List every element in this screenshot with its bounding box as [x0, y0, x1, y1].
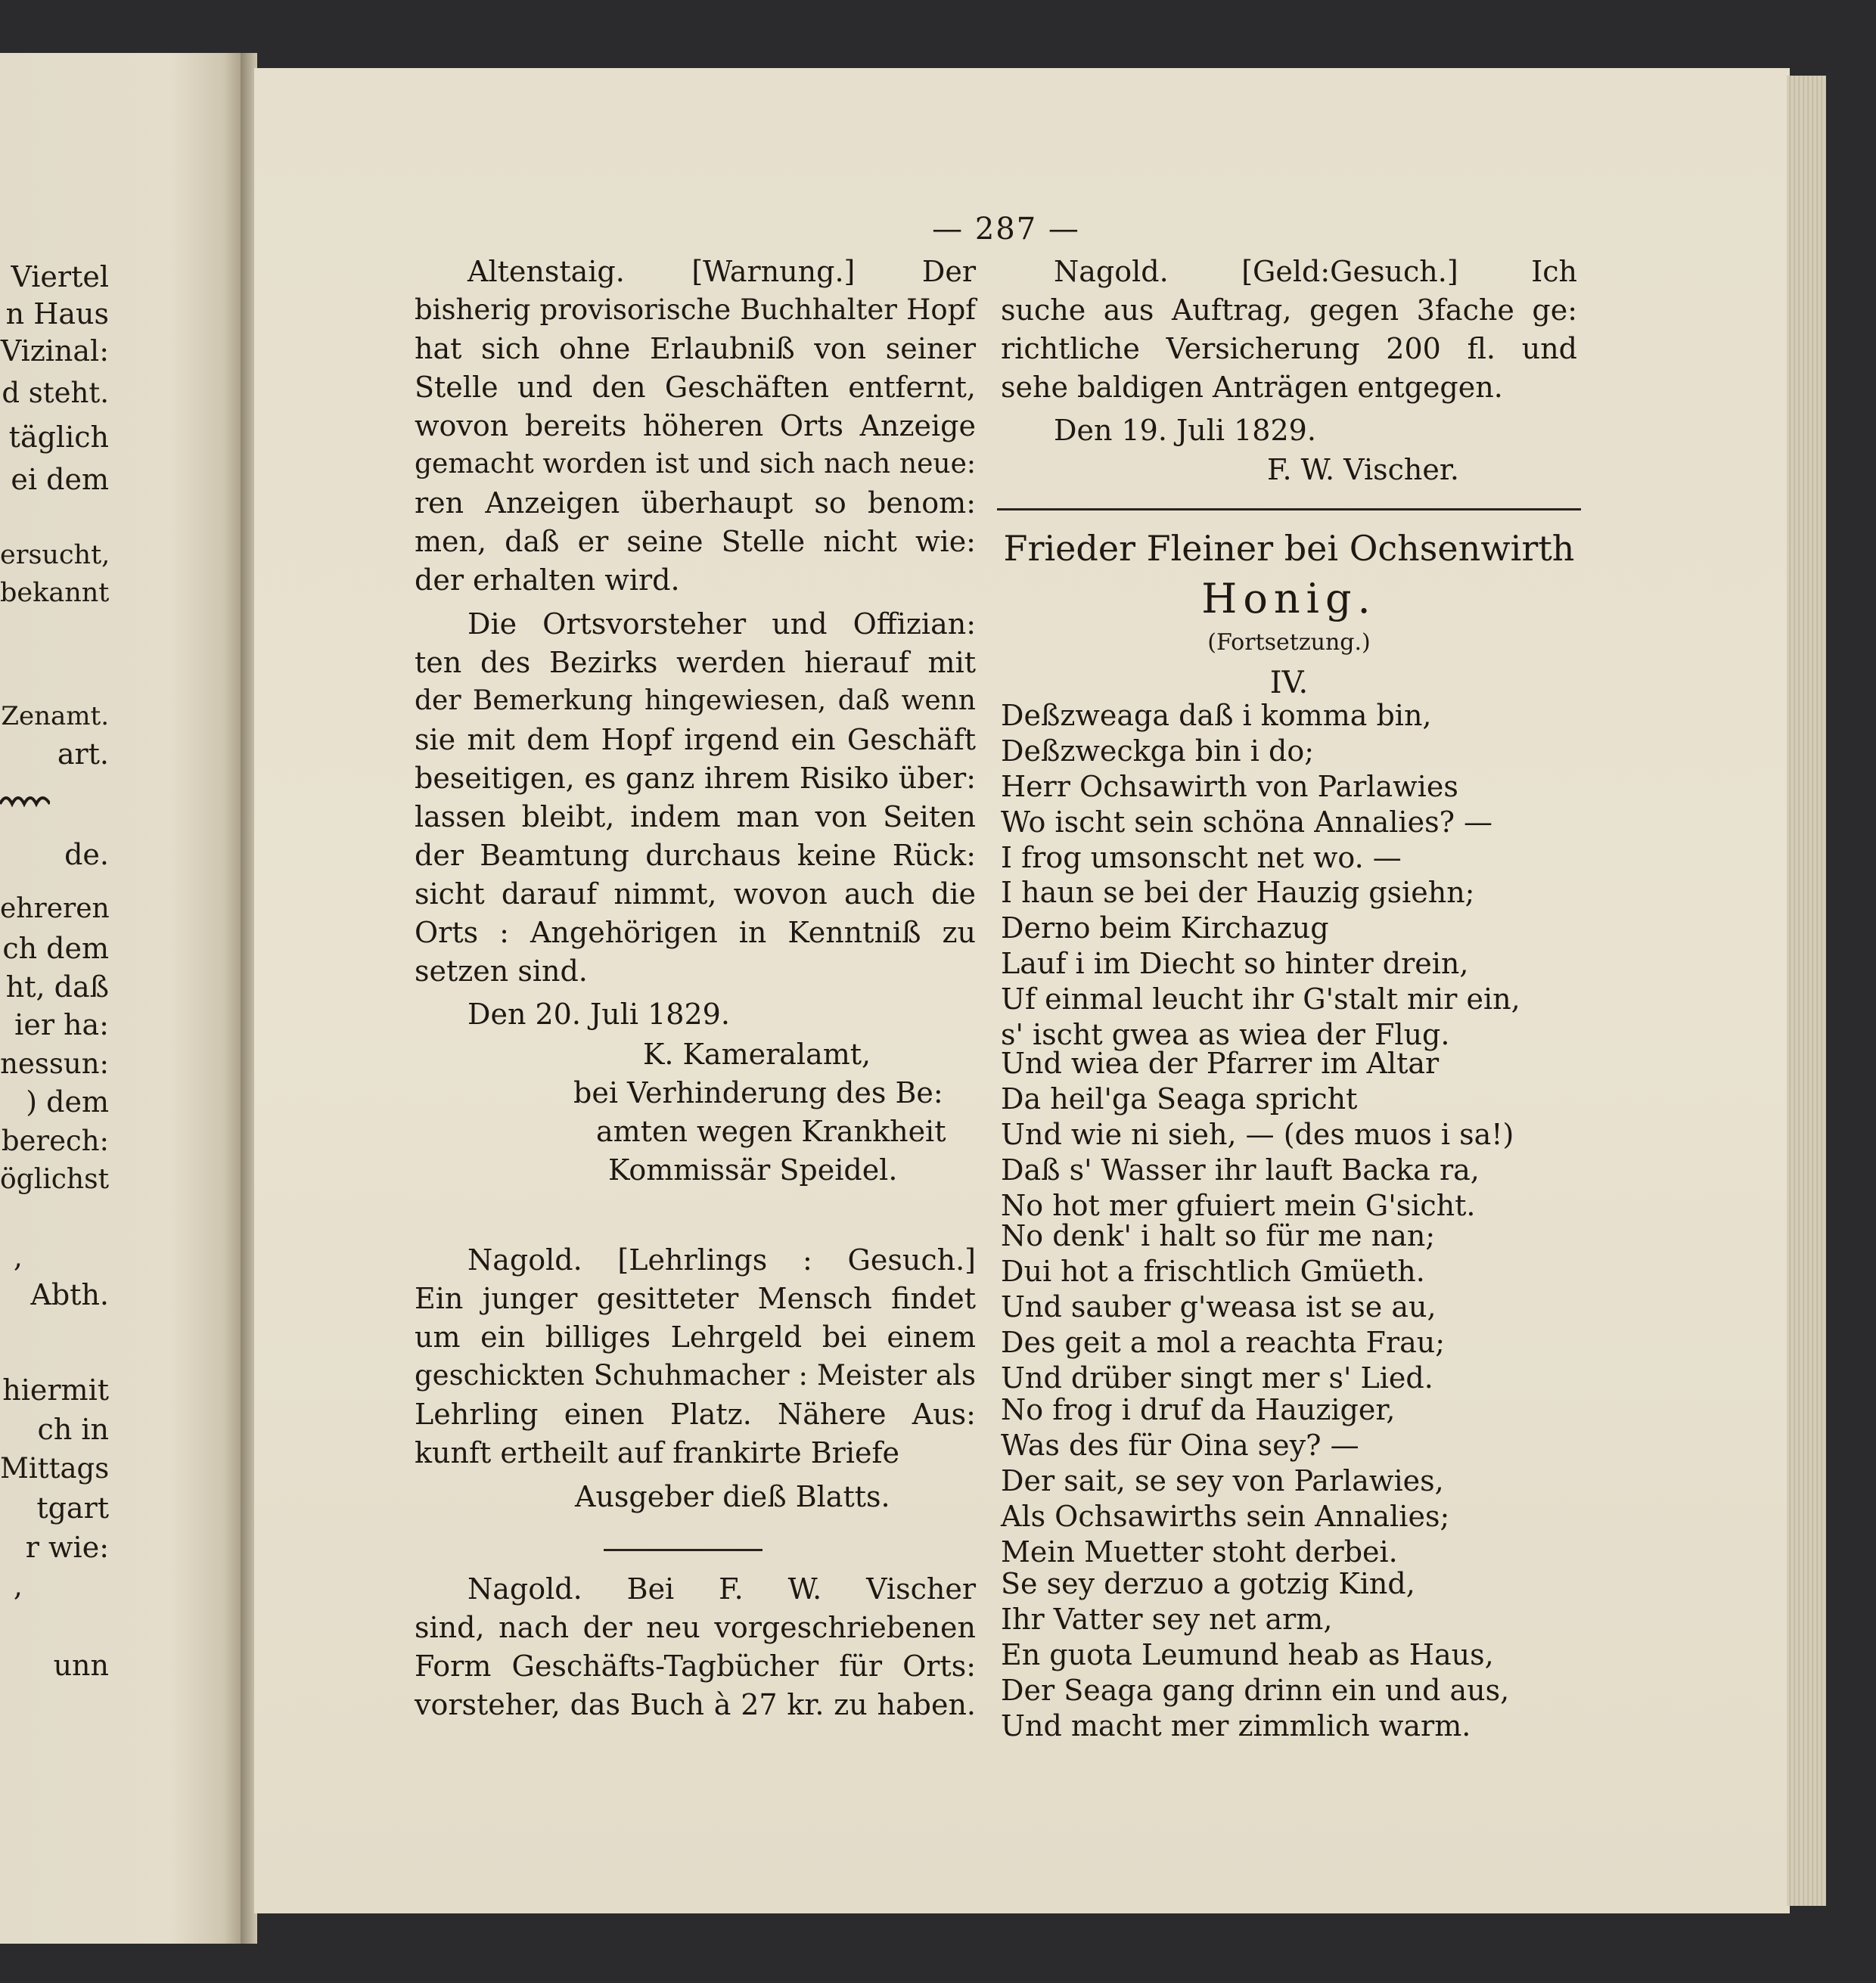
text-line: sicht darauf nimmt, wovon auch die [415, 877, 976, 911]
text-line: Ein junger gesitteter Mensch findet [415, 1282, 976, 1315]
verse-line: Se sey derzuo a gotzig Kind, [1001, 1567, 1415, 1600]
text-line: ten des Bezirks werden hierauf mit [415, 646, 976, 679]
left-fragment: ersucht, [0, 540, 110, 570]
verse-line: Und wiea der Pfarrer im Altar [1001, 1047, 1440, 1080]
verse-line: Ihr Vatter sey net arm, [1001, 1603, 1333, 1636]
text-line: Lehrling einen Platz. Nähere Aus: [415, 1398, 976, 1431]
text-line: sehe baldigen Anträgen entgegen. [1001, 371, 1503, 404]
left-fragment: r wie: [25, 1531, 109, 1564]
text-line: wovon bereits höheren Orts Anzeige [415, 409, 976, 442]
section-divider [997, 508, 1581, 510]
left-fragment: tgart [36, 1491, 109, 1525]
text-line: setzen sind. [415, 954, 588, 988]
left-fragment: nessun: [0, 1047, 109, 1080]
verse-line: s' ischt gwea as wiea der Flug. [1001, 1018, 1450, 1051]
verse-line: Und drüber singt mer s' Lied. [1001, 1361, 1433, 1395]
signature-line: amten wegen Krankheit [596, 1115, 946, 1148]
verse-line: Was des für Oina sey? — [1001, 1429, 1359, 1462]
left-fragment: , [13, 1240, 23, 1274]
verse-line: Der Seaga gang drinn ein und aus, [1001, 1674, 1510, 1707]
text-line: ren Anzeigen überhaupt so benom: [415, 486, 976, 520]
verse-line: Lauf i im Diecht so hinter drein, [1001, 947, 1469, 980]
verse-line: Und wie ni sieh, — (des muos i sa!) [1001, 1118, 1514, 1151]
verse-line: Herr Ochsawirth von Parlawies [1001, 770, 1458, 803]
verse-line: Mein Muetter stoht derbei. [1001, 1535, 1398, 1569]
text-line: hat sich ohne Erlaubniß von seiner [415, 332, 976, 365]
text-line: men, daß er seine Stelle nicht wie: [415, 525, 976, 558]
text-line: der Beamtung durchaus keine Rück: [415, 839, 976, 872]
left-fragment: berech: [1, 1125, 109, 1157]
verse-line: I frog umsonscht net wo. — [1001, 841, 1402, 874]
column-left [415, 254, 976, 1729]
page-edges [1787, 76, 1826, 1906]
left-fragment: ehreren [0, 893, 110, 924]
ornament-icon [0, 790, 50, 808]
text-line: Nagold. [Lehrlings : Gesuch.] [467, 1243, 976, 1277]
text-line: Nagold. Bei F. W. Vischer [467, 1572, 976, 1606]
text-line: sind, nach der neu vorgeschriebenen [415, 1611, 976, 1644]
left-fragment: ) dem [26, 1085, 109, 1119]
text-line: vorsteher, das Buch à 27 kr. zu haben. [415, 1688, 976, 1721]
text-line: um ein billiges Lehrgeld bei einem [415, 1320, 976, 1354]
left-fragment: Vizinal: [0, 334, 109, 368]
left-fragment: n Haus [5, 297, 109, 330]
verse-line: En guota Leumund heab as Haus, [1001, 1638, 1494, 1671]
left-fragment: de. [64, 838, 109, 871]
left-fragment: hiermit [2, 1373, 109, 1407]
text-line: Altenstaig. [Warnung.] Der [467, 255, 976, 288]
text-line: Die Ortsvorsteher und Offizian: [467, 607, 976, 641]
text-line: Nagold. [Geld:Gesuch.] Ich [1054, 255, 1577, 288]
text-line: Orts : Angehörigen in Kenntniß zu [415, 916, 976, 949]
verse-line: Und sauber g'weasa ist se au, [1001, 1290, 1437, 1324]
continuation-note: (Fortsetzung.) [1207, 629, 1371, 656]
verse-line: Deßzweckga bin i do; [1001, 734, 1315, 768]
signature-line: F. W. Vischer. [1267, 453, 1459, 486]
section-divider [604, 1549, 763, 1551]
left-fragment: ch dem [2, 932, 109, 965]
text-line: geschickten Schuhmacher : Meister als [415, 1359, 976, 1392]
text-line: beseitigen, es ganz ihrem Risiko über: [415, 762, 976, 795]
signature-line: Ausgeber dieß Blatts. [575, 1480, 890, 1513]
verse-line: I haun se bei der Hauzig gsiehn; [1001, 876, 1475, 909]
left-fragment: öglichst [0, 1164, 110, 1195]
verse-line: No frog i druf da Hauziger, [1001, 1393, 1396, 1426]
left-fragment: ht, daß [5, 970, 109, 1004]
verse-line: Als Ochsawirths sein Annalies; [1001, 1500, 1450, 1533]
notice-date: Den 20. Juli 1829. [467, 998, 730, 1031]
left-fragment: Abth. [30, 1278, 109, 1311]
text-line: Stelle und den Geschäften entfernt, [415, 371, 976, 404]
verse-line: Des geit a mol a reachta Frau; [1001, 1326, 1445, 1359]
text-line: der Bemerkung hingewiesen, daß wenn [415, 685, 976, 716]
signature-line: Kommissär Speidel. [608, 1153, 898, 1187]
left-fragment: ei dem [11, 463, 109, 496]
verse-line: Deßzweaga daß i komma bin, [1001, 699, 1432, 732]
left-fragment: bekannt [0, 578, 110, 608]
left-fragment: Viertel [11, 260, 109, 293]
left-fragment: ier ha: [14, 1008, 109, 1041]
verse-line: Wo ischt sein schöna Annalies? — [1001, 805, 1493, 839]
text-line: gemacht worden ist und sich nach neue: [415, 448, 976, 479]
verse-line: No hot mer gfuiert mein G'sicht. [1001, 1189, 1476, 1222]
verse-line: Da heil'ga Seaga spricht [1001, 1082, 1358, 1116]
left-fragment: unn [53, 1649, 109, 1682]
text-line: der erhalten wird. [415, 563, 680, 597]
left-fragment: d steht. [2, 377, 109, 409]
verse-line: No denk' i halt so für me nan; [1001, 1219, 1436, 1252]
text-line: Form Geschäfts-Tagbücher für Orts: [415, 1649, 976, 1683]
text-line: lassen bleibt, indem man von Seiten [415, 800, 976, 833]
poem-title-name: Honig. [1201, 575, 1377, 622]
text-line: kunft ertheilt auf frankirte Briefe [415, 1436, 900, 1469]
left-fragment: Zenamt. [1, 701, 109, 731]
verse-line: Dui hot a frischtlich Gmüeth. [1001, 1255, 1425, 1288]
page-number: — 287 — [932, 212, 1080, 247]
text-line: sie mit dem Hopf irgend ein Geschäft [415, 723, 976, 756]
text-line: richtliche Versicherung 200 fl. und [1001, 332, 1577, 365]
verse-line: Der sait, se sey von Parlawies, [1001, 1464, 1444, 1497]
verse-line: Uf einmal leucht ihr G'stalt mir ein, [1001, 982, 1520, 1016]
left-fragment: ch in [37, 1413, 109, 1446]
left-fragment: Mittags [0, 1452, 110, 1485]
left-fragment: , [13, 1569, 23, 1603]
notice-date: Den 19. Juli 1829. [1054, 414, 1316, 447]
left-fragment: art. [57, 737, 109, 771]
poem-title: Frieder Fleiner bei Ochsenwirth [1003, 528, 1575, 569]
text-line: suche aus Auftrag, gegen 3fache ge: [1001, 293, 1577, 327]
verse-line: Daß s' Wasser ihr lauft Backa ra, [1001, 1153, 1480, 1187]
left-fragment: täglich [8, 420, 109, 454]
text-line: bisherig provisorische Buchhalter Hopf [415, 293, 976, 326]
signature-line: bei Verhinderung des Be: [573, 1076, 943, 1109]
signature-line: K. Kameralamt, [643, 1038, 871, 1071]
poem-part-number: IV. [1269, 666, 1309, 700]
verse-line: Und macht mer zimmlich warm. [1001, 1709, 1471, 1742]
verse-line: Derno beim Kirchazug [1001, 911, 1329, 945]
column-right-notice [1001, 254, 1577, 504]
